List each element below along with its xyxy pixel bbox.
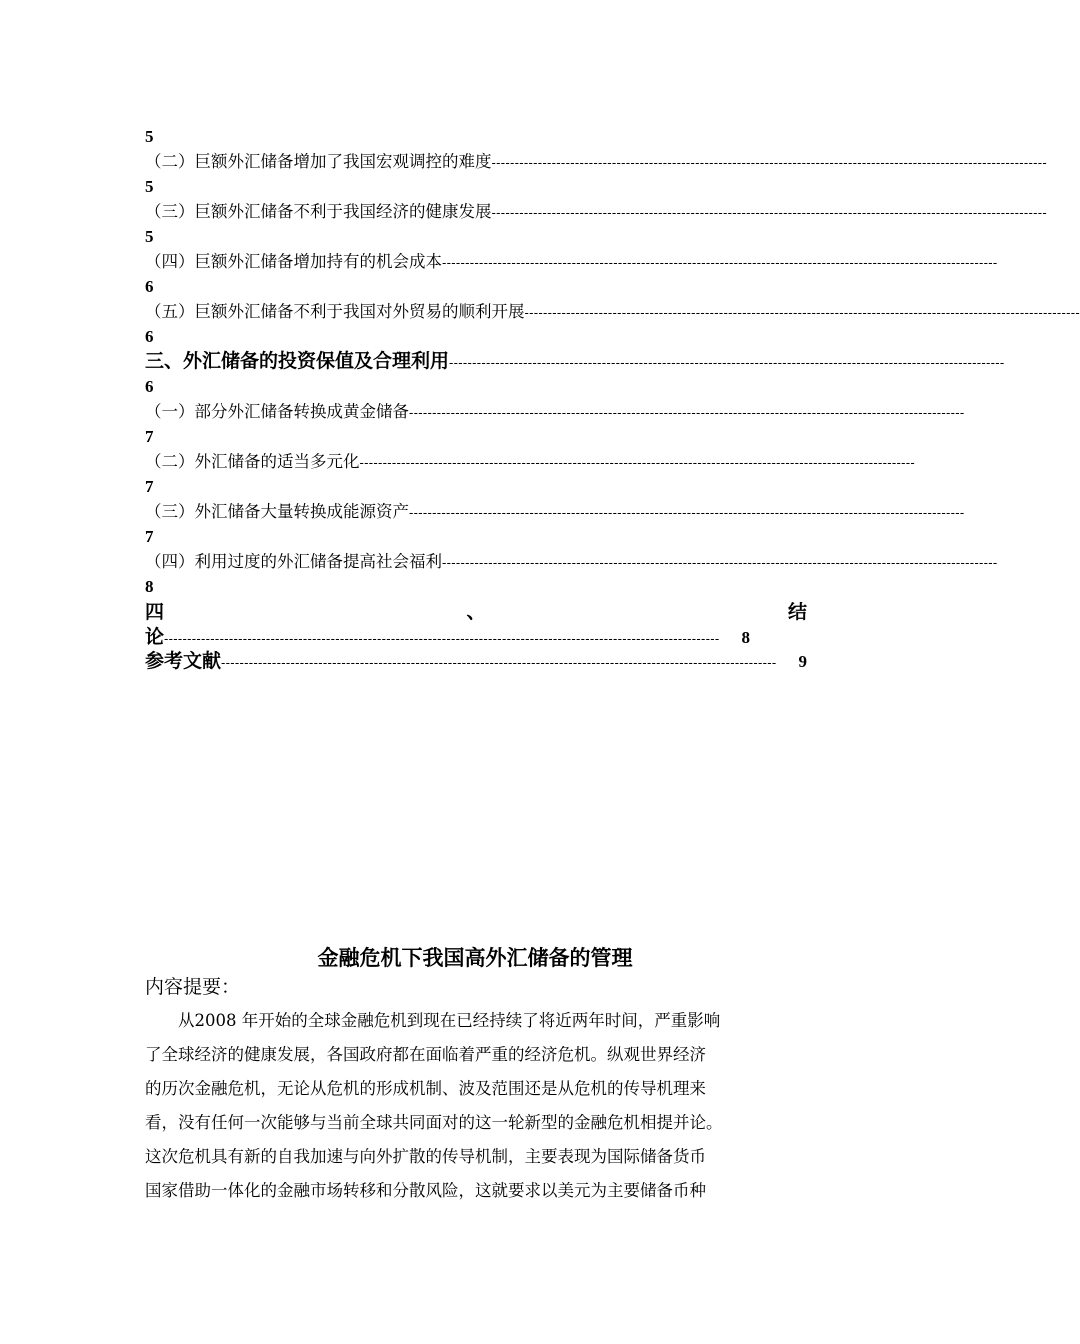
toc-leader: ------------------------------------------------------------------------------------------------------------------------ <box>164 631 720 646</box>
toc-leader: ------------------------------------------------------------------------------------------------------------------------ <box>409 405 965 420</box>
abstract-body <box>145 1004 809 1208</box>
toc-entry-references[interactable] <box>145 649 807 673</box>
toc-references-text: 参考文献 <box>145 650 222 672</box>
toc-page-number: 7 <box>145 477 154 496</box>
abstract-line: 的历次金融危机，无论从危机的形成机制、波及范围还是从危机的传导机理来 <box>145 1079 706 1098</box>
toc-leader: ------------------------------------------------------------------------------------------------------------------------ <box>491 155 1047 170</box>
toc-page-number: 6 <box>145 277 154 296</box>
toc-entry-6[interactable] <box>145 376 965 426</box>
toc-leader: ------------------------------------------------------------------------------------------------------------------------ <box>442 255 998 270</box>
article-title: 金融危机下我国高外汇储备的管理 <box>317 946 633 970</box>
toc-entry-text: 三、外汇储备的投资保值及合理利用 <box>145 350 450 372</box>
toc-page-number: 8 <box>741 628 750 647</box>
toc-entry-text: （一）部分外汇储备转换成黄金储备 <box>145 402 409 421</box>
toc-conclusion-char: 四 <box>145 601 165 623</box>
toc-leader: ------------------------------------------------------------------------------------------------------------------------ <box>409 505 965 520</box>
toc-leader: ------------------------------------------------------------------------------------------------------------------------ <box>449 355 1005 370</box>
toc-leader: ------------------------------------------------------------------------------------------------------------------------ <box>524 305 1080 320</box>
toc-entry-text: （二）巨额外汇储备增加了我国宏观调控的难度 <box>145 152 492 171</box>
toc-page-number: 6 <box>145 377 154 396</box>
toc-page-number: 8 <box>145 577 154 596</box>
toc-conclusion-text: 论 <box>145 626 165 648</box>
toc-page-number: 7 <box>145 527 154 546</box>
toc-entry-text: （四）利用过度的外汇储备提高社会福利 <box>145 552 442 571</box>
abstract-line: 看，没有任何一次能够与当前全球共同面对的这一轮新型的金融危机相提并论。 <box>145 1113 723 1132</box>
toc-leader: ------------------------------------------------------------------------------------------------------------------------ <box>491 205 1047 220</box>
toc-leader: ------------------------------------------------------------------------------------------------------------------------ <box>442 555 998 570</box>
toc-entry-text: （二）外汇储备的适当多元化 <box>145 452 360 471</box>
toc-entry-text: （三）外汇储备大量转换成能源资产 <box>145 502 409 521</box>
toc-entry-text: （四）巨额外汇储备增加持有的机会成本 <box>145 252 442 271</box>
toc-page-number: 5 <box>145 177 154 196</box>
toc-entry-5[interactable] <box>145 326 1005 376</box>
toc-entry-7[interactable] <box>145 426 915 476</box>
toc-entry-conclusion[interactable] <box>145 599 807 649</box>
toc-page-number: 6 <box>145 327 154 346</box>
toc-entry-8[interactable] <box>145 476 965 526</box>
toc-entry-text: （五）巨额外汇储备不利于我国对外贸易的顺利开展 <box>145 302 525 321</box>
abstract-line: 国家借助一体化的金融市场转移和分散风险，这就要求以美元为主要储备币种 <box>145 1181 706 1200</box>
toc-leader: ------------------------------------------------------------------------------------------------------------------------ <box>221 655 777 670</box>
toc-entry-text: （三）巨额外汇储备不利于我国经济的健康发展 <box>145 202 492 221</box>
toc-page-number: 7 <box>145 427 154 446</box>
toc-entry-3[interactable] <box>145 226 998 276</box>
toc-entry-9[interactable] <box>145 526 998 576</box>
toc-entry-1[interactable] <box>145 126 1047 176</box>
abstract-line: 了全球经济的健康发展，各国政府都在面临着严重的经济危机。纵观世界经济 <box>145 1045 706 1064</box>
toc-page-number: 9 <box>798 652 807 671</box>
toc-conclusion-char: 结 <box>787 601 807 623</box>
toc-conclusion-char: 、 <box>466 601 486 623</box>
toc-page-number: 5 <box>145 127 154 146</box>
table-of-contents <box>145 126 1080 673</box>
toc-entry-4[interactable] <box>145 276 1080 326</box>
toc-page-number: 5 <box>145 227 154 246</box>
toc-entry-2[interactable] <box>145 176 1047 226</box>
abstract-label: 内容提要： <box>145 976 241 998</box>
toc-conclusion-spread <box>145 599 807 625</box>
abstract-line: 这次危机具有新的自我加速与向外扩散的传导机制，主要表现为国际储备货币 <box>145 1147 706 1166</box>
toc-leader: ------------------------------------------------------------------------------------------------------------------------ <box>359 455 915 470</box>
abstract-line: 从2008 年开始的全球金融危机到现在已经持续了将近两年时间，严重影响 <box>145 1011 721 1030</box>
